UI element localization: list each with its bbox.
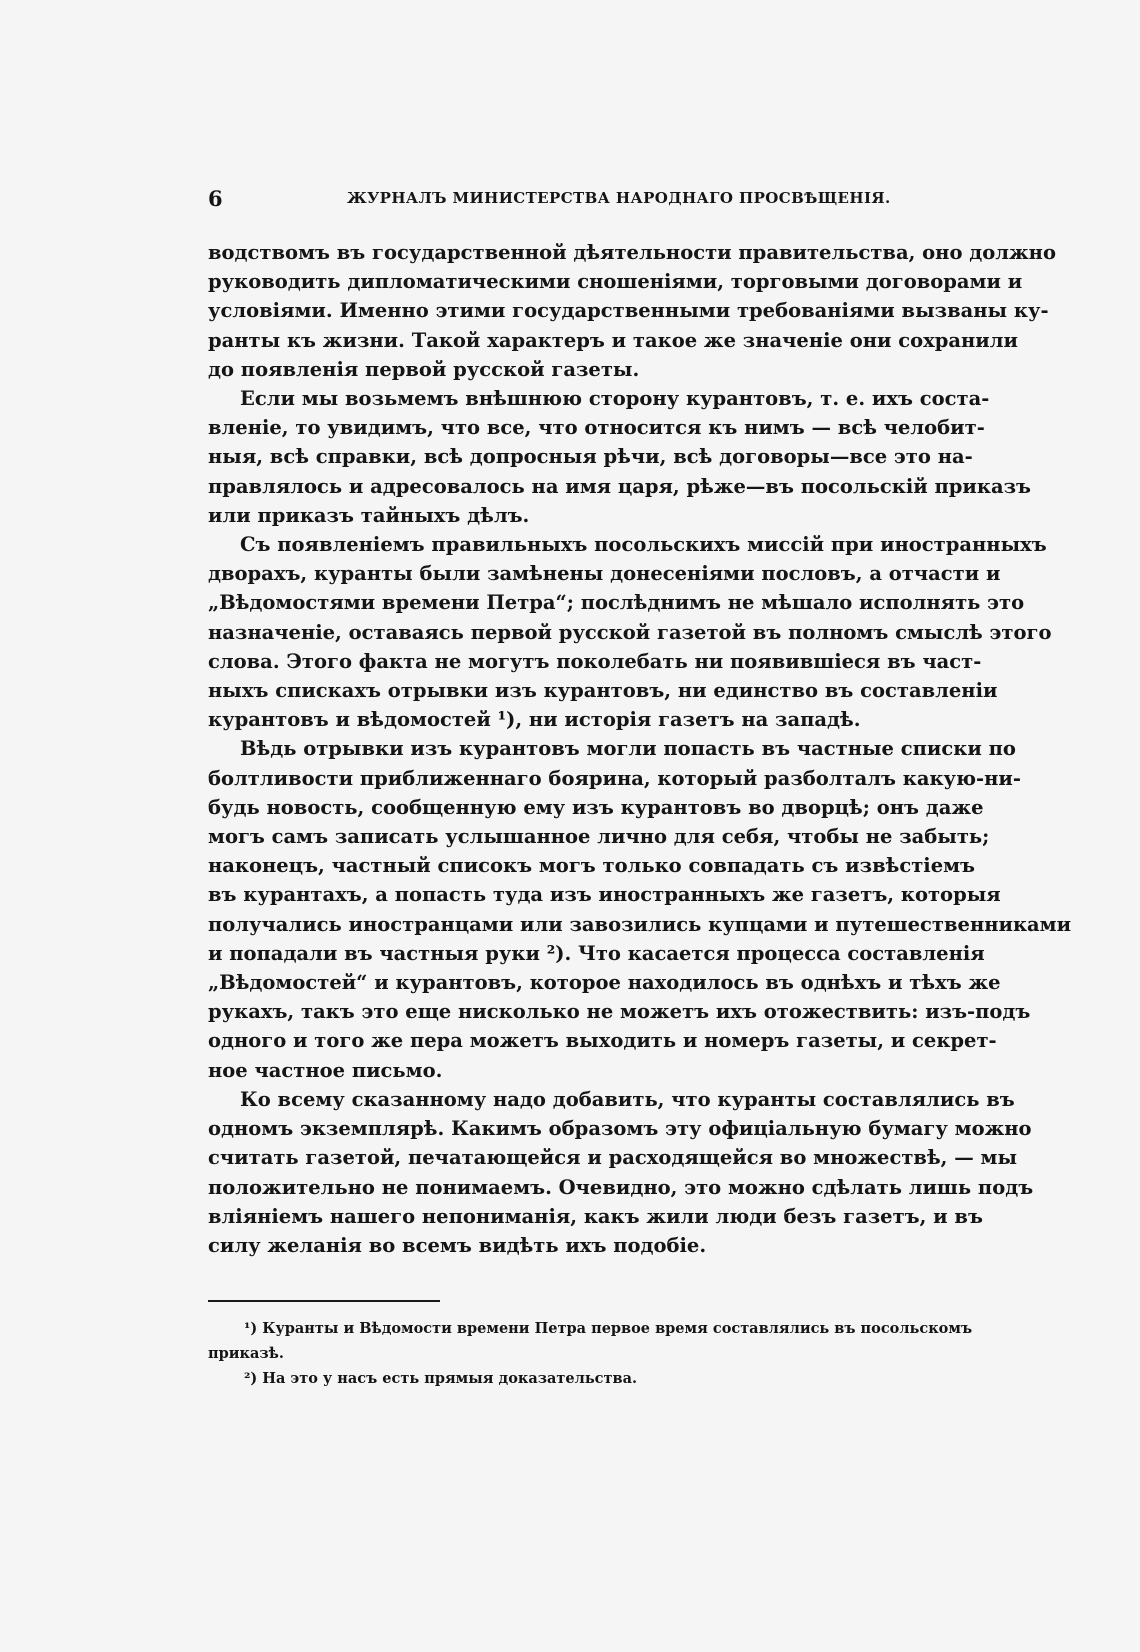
text-line: болтливости приближеннаго боярина, который разболталъ какую-ни- bbox=[208, 766, 1021, 790]
body-text bbox=[208, 238, 1072, 1260]
text-line: положительно не понимаемъ. Очевидно, это можно сдѣлать лишь подъ bbox=[208, 1175, 1034, 1199]
text-line: вліяніемъ нашего непониманія, какъ жили люди безъ газетъ, и въ bbox=[208, 1204, 983, 1228]
page-header bbox=[208, 186, 958, 216]
text-line: вленіе, то увидимъ, что все, что относится къ нимъ — всѣ челобит- bbox=[208, 416, 985, 440]
text-line: слова. Этого факта не могутъ поколебать ни появившіеся въ част- bbox=[208, 649, 982, 673]
footnotes bbox=[208, 1316, 973, 1391]
text-line: считать газетой, печатающейся и расходящейся во множествѣ, — мы bbox=[208, 1146, 1018, 1170]
text-line: ное частное письмо. bbox=[208, 1058, 443, 1082]
text-line: „Вѣдомостей“ и курантовъ, которое находилось въ однѣхъ и тѣхъ же bbox=[208, 971, 1001, 995]
running-title: ЖУРНАЛЪ МИНИСТЕРСТВА НАРОДНАГО ПРОСВѢЩЕНІЯ. bbox=[347, 189, 891, 207]
text-line: ныя, всѣ справки, всѣ допросныя рѣчи, всѣ договоры—все это на- bbox=[208, 445, 973, 469]
footnote-line: ²) На это у насъ есть прямыя доказательства. bbox=[244, 1370, 638, 1387]
footnote-divider bbox=[208, 1300, 440, 1302]
footnote-line: ¹) Куранты и Вѣдомости времени Петра первое время составлялись въ посольскомъ bbox=[244, 1320, 973, 1337]
text-line: силу желанія во всемъ видѣть ихъ подобіе. bbox=[208, 1233, 707, 1257]
text-line: будь новость, сообщенную ему изъ курантовъ во дворцѣ; онъ даже bbox=[208, 795, 984, 819]
text-line: или приказъ тайныхъ дѣлъ. bbox=[208, 503, 530, 527]
text-line: водствомъ въ государственной дѣятельности правительства, оно должно bbox=[208, 241, 1056, 264]
text-line: ныхъ спискахъ отрывки изъ курантовъ, ни единство въ составленіи bbox=[208, 679, 998, 703]
footnote-line: приказѣ. bbox=[208, 1345, 284, 1362]
text-line: Если мы возьмемъ внѣшнюю сторону курантовъ, т. е. ихъ соста- bbox=[240, 387, 990, 411]
text-line: курантовъ и вѣдомостей ¹), ни исторія газетъ на западѣ. bbox=[208, 708, 861, 732]
text-line: Вѣдь отрывки изъ курантовъ могли попасть въ частные списки по bbox=[240, 737, 1016, 761]
text-line: одномъ экземплярѣ. Какимъ образомъ эту офиціальную бумагу можно bbox=[208, 1117, 1032, 1141]
text-line: правлялось и адресовалось на имя царя, рѣже—въ посольскій приказъ bbox=[208, 474, 1031, 498]
text-line: получались иностранцами или завозились купцами и путешественниками bbox=[208, 912, 1072, 936]
text-line: „Вѣдомостями времени Петра“; послѣднимъ не мѣшало исполнять это bbox=[208, 591, 1025, 615]
text-line: условіями. Именно этими государственными требованіями вызваны ку- bbox=[208, 299, 1049, 323]
text-line: одного и того же пера можетъ выходить и номеръ газеты, и секрет- bbox=[208, 1029, 997, 1053]
text-line: Съ появленіемъ правильныхъ посольскихъ миссій при иностранныхъ bbox=[240, 533, 1047, 557]
text-line: назначеніе, оставаясь первой русской газетой въ полномъ смыслѣ этого bbox=[208, 620, 1052, 644]
page-number: 6 bbox=[208, 186, 224, 211]
text-line: руководить дипломатическими сношеніями, торговыми договорами и bbox=[208, 270, 1023, 294]
text-line: дворахъ, куранты были замѣнены донесеніями пословъ, а отчасти и bbox=[208, 562, 1001, 586]
text-line: и попадали въ частныя руки ²). Что касается процесса составленія bbox=[208, 941, 985, 965]
text-line: въ курантахъ, а попасть туда изъ иностранныхъ же газетъ, которыя bbox=[208, 883, 1001, 907]
text-line: ранты къ жизни. Такой характеръ и такое же значеніе они сохранили bbox=[208, 328, 1018, 352]
text-line: Ко всему сказанному надо добавить, что куранты составлялись въ bbox=[240, 1087, 1015, 1111]
text-line: могъ самъ записать услышанное лично для себя, чтобы не забыть; bbox=[208, 825, 990, 849]
text-line: рукахъ, такъ это еще нисколько не можетъ ихъ отожествить: изъ-подъ bbox=[208, 1000, 1031, 1024]
text-line: наконецъ, частный списокъ могъ только совпадать съ извѣстіемъ bbox=[208, 854, 975, 878]
text-line: до появленія первой русской газеты. bbox=[208, 357, 640, 381]
